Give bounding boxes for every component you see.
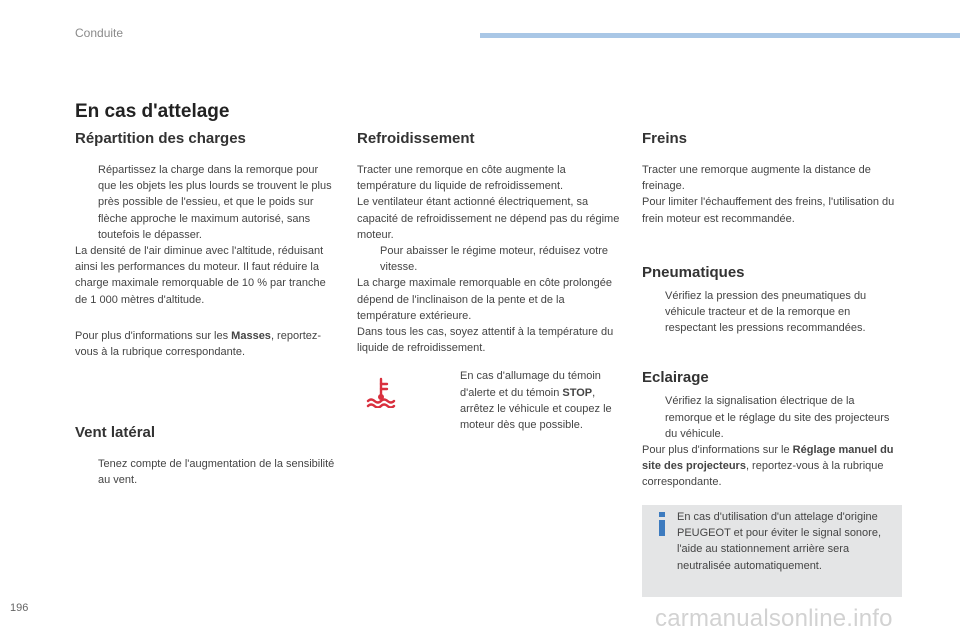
bullet-text: Pour abaisser le régime moteur, réduisez votre vitesse. (380, 245, 609, 274)
heading-freins: Freins (642, 130, 688, 147)
info-icon (656, 511, 668, 537)
text-stop: STOP (562, 386, 593, 399)
column-middle (357, 130, 622, 433)
text-span: , reportez-vous à la rubrique correspondante. (75, 329, 322, 359)
text-span: Pour plus d'informations sur le (642, 444, 793, 457)
paragraph-freins-1: Tracter une remorque augmente la distance de freinage. (642, 164, 871, 193)
warning-note (357, 368, 622, 433)
bullet-eclairage (642, 393, 904, 442)
bullet-text: Vérifiez la pression des pneumatiques du véhicule tracteur et de la remorque en respectant les pressions recommandées. (665, 289, 867, 335)
column-left (75, 130, 337, 489)
column-right (642, 130, 904, 491)
bullet-text: Vérifiez la signalisation électrique de la remorque et le réglage du site des projecteurs du véhicule. (665, 395, 890, 440)
bullet-text: Répartissez la charge dans la remorque pour que les objets les plus lourds se trouvent le plus près possible de l'essieu, et que le poids sur flèche approche le maximum autorisé, sans toutefois le dépasser. (98, 164, 332, 241)
bullet-repartition (75, 162, 337, 243)
text-span: , reportez-vous à la rubrique correspondante. (642, 460, 884, 489)
coolant-temperature-warning-icon (365, 376, 397, 408)
bullet-warning (437, 368, 622, 433)
paragraph-eclairage (642, 442, 904, 491)
paragraph-refroid-2: Le ventilateur étant actionné électriquement, sa capacité de refroidissement ne dépend pas du régime moteur. (357, 196, 620, 241)
paragraph-refroid-3: La charge maximale remorquable en côte prolongée dépend de l'inclinaison de la pente et de la température extérieure. (357, 277, 612, 322)
page-title: En cas d'attelage (75, 101, 230, 122)
section-header: Conduite (75, 26, 124, 40)
link-reglage: Réglage manuel du site des projecteurs (642, 444, 894, 473)
heading-eclairage: Eclairage (642, 369, 709, 387)
bullet-text: Tenez compte de l'augmentation de la sensibilité au vent. (98, 458, 335, 487)
paragraph-refroid-4: Dans tous les cas, soyez attentif à la température du liquide de refroidissement. (357, 326, 614, 355)
watermark: carmanualsonline.info (655, 605, 893, 632)
bullet-text (460, 370, 612, 431)
link-masses: Masses (231, 329, 271, 342)
heading-pneumatiques: Pneumatiques (642, 263, 745, 281)
paragraph-refroid-1: Tracter une remorque en côte augmente la température du liquide de refroidissement. (357, 164, 566, 193)
text-span: , arrêtez le véhicule et coupez le moteur dès que possible. (460, 386, 612, 432)
heading-repartition: Répartition des charges (75, 130, 246, 147)
info-text: En cas d'utilisation d'un attelage d'origine PEUGEOT et pour éviter le signal sonore, l'aide au stationnement arrière sera neutralisée automatiquement. (677, 511, 882, 572)
bullet-pneus (642, 288, 904, 337)
text-span: Pour plus d'informations sur les (75, 329, 232, 342)
paragraph-freins-2: Pour limiter l'échauffement des freins, l'utilisation du frein moteur est recommandée. (642, 196, 895, 225)
text-span: En cas d'allumage du témoin d'alerte et du témoin (460, 370, 601, 399)
paragraph-masses (75, 328, 337, 360)
info-note-box (642, 505, 902, 597)
header-accent-bar (480, 33, 960, 38)
bullet-vent (75, 456, 337, 488)
paragraph-densite: La densité de l'air diminue avec l'altitude, réduisant ainsi les performances du moteur. Il faut réduire la charge maximale remorquable de 10 % par tranche de 1 000 mètres d'altitude. (75, 245, 326, 306)
heading-refroidissement: Refroidissement (357, 130, 475, 147)
page-number: 196 (10, 602, 29, 614)
bullet-refroid (357, 243, 622, 275)
heading-vent: Vent latéral (75, 424, 156, 442)
